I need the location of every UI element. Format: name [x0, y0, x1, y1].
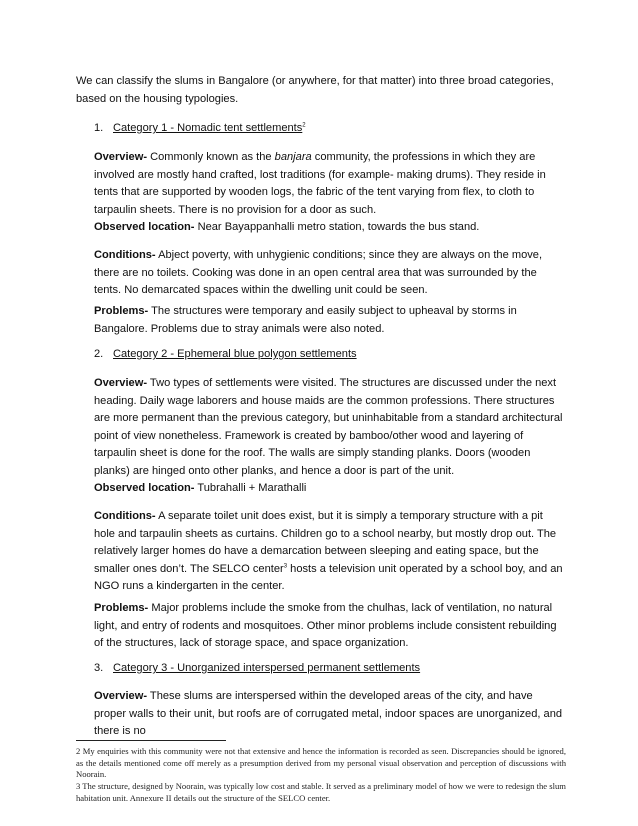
- category-1-number: 1.: [94, 122, 104, 134]
- category-3-overview: Overview- These slums are interspersed within the developed areas of the city, and have proper walls to their unit, but roofs are of corrugated metal, indoor spaces are unorganized, and there is no: [94, 690, 563, 738]
- category-1-overview: Overview- Commonly known as the banjara community, the professions in which they are involved are mostly hand crafted, lost traditions (for example- making drums). They reside in tents that are supported by wooden logs, the fabric of the tent varying from flex, to cloth to tarpaulin sheets. There is no provision for a door as such.: [94, 151, 546, 216]
- footnote-ref-2: 2: [302, 122, 306, 129]
- footnote-ref-3: 3: [283, 563, 288, 570]
- category-1-location: Observed location- Near Bayappanhalli metro station, towards the bus stand.: [94, 221, 480, 233]
- intro-paragraph: We can classify the slums in Bangalore (or anywhere, for that matter) into three broad categories, based on the housing typologies.: [76, 75, 554, 105]
- category-2-problems: Problems- Major problems include the smoke from the chulhas, lack of ventilation, no natural light, and entry of rodents and mosquitoes. Other minor problems include consistent rebuilding of the structures, lack of storage space, and space organization.: [94, 602, 557, 650]
- footnote-divider: [76, 740, 226, 741]
- category-1-conditions: Conditions- Abject poverty, with unhygienic conditions; since they are always on the move, there are no toilets. Cooking was done in an open central area that was surrounded by the tents. No demarcated spaces within the dwelling unit could be seen.: [94, 249, 543, 297]
- category-2-conditions: Conditions- A separate toilet unit does exist, but it is simply a temporary structure with a pit hole and tarpaulin sheets as curtains. Children go to a school nearby, but mostly drop out. The relatively larger homes do have a demarcation between sleeping and eating space, but the smaller ones don’t. The SELCO center$^3$ hosts a television unit operated by a school boy, and an NGO runs a kindergarten in the center.: [94, 510, 563, 593]
- category-1-problems: Problems- The structures were temporary and easily subject to upheaval by storms in Bangalore. Problems due to stray animals were also noted.: [94, 305, 517, 335]
- category-2-number: 2.: [94, 348, 104, 360]
- footnote-3: 3 The structure, designed by Noorain, was typically low cost and stable. It served as a preliminary model of how we were to redesign the slum habitation unit. Annexure II details out the structure of the SELCO center.: [76, 781, 566, 803]
- category-3-number: 3.: [94, 662, 104, 674]
- category-2-location: Observed location- Tubrahalli + Marathalli: [94, 482, 307, 494]
- category-3-heading: [94, 660, 566, 678]
- footnote-2: 2 My enquiries with this community were not that extensive and hence the information is recorded as seen. Discrepancies should be ignored, as the details mentioned come off merely as a presumption derived from my personal visual observation and perception of discussions with Noorain.: [76, 746, 566, 780]
- category-2-heading: [94, 346, 566, 364]
- category-1-title: Category 1 - Nomadic tent settlements: [113, 122, 303, 134]
- category-2-overview: Overview- Two types of settlements were visited. The structures are discussed under the next heading. Daily wage laborers and house maids are the common professions. There structures are more permanent than the previous category, but uninhabitable from a standard architectural point of view nonetheless. Framework is created by bamboo/other wood and layering of tarpaulin sheet is done for the roof. The walls are simply standing planks. Doors (wooden planks) are hinged onto other planks, and hence a door is part of the unit.: [94, 377, 563, 477]
- category-2-title: Category 2 - Ephemeral blue polygon settlements: [113, 348, 357, 360]
- category-1-heading: [94, 120, 566, 138]
- category-3-title: Category 3 - Unorganized interspersed permanent settlements: [113, 662, 421, 674]
